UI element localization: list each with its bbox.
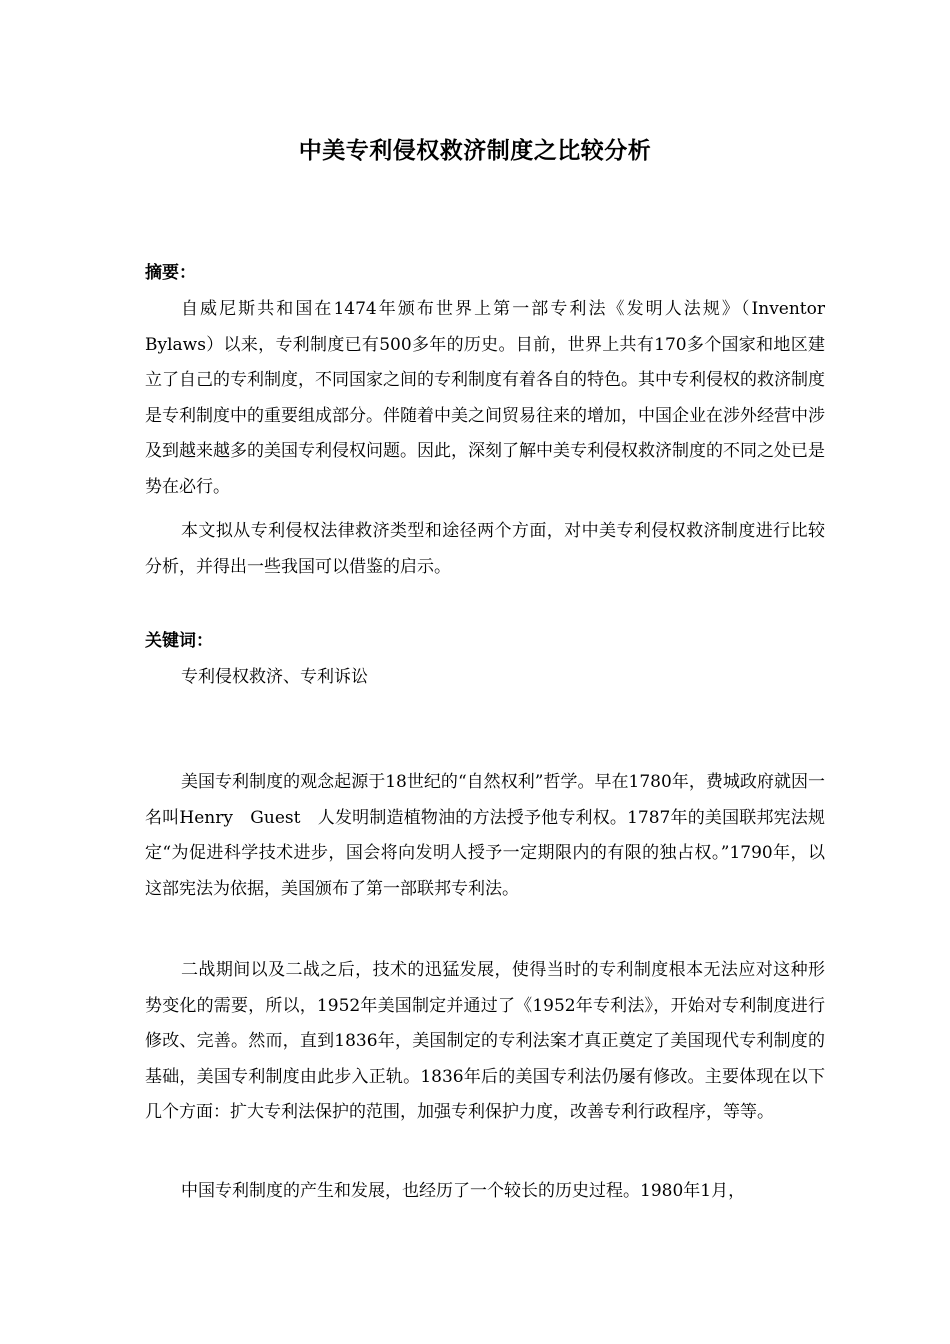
body-paragraph-1: 美国专利制度的观念起源于18世纪的“自然权利”哲学。早在1780年，费城政府就因一名叫Henry Guest 人发明制造植物油的方法授予他专利权。1787年的美国联邦宪法规定“为促进科学技术进步，国会将向发明人授予一定期限内的有限的独占权。”1790年，以这部宪法为依据，美国颁布了第一部联邦专利法。 xyxy=(145,772,825,899)
body-paragraph-2: 二战期间以及二战之后，技术的迅猛发展，使得当时的专利制度根本无法应对这种形势变化的需要，所以，1952年美国制定并通过了《1952年专利法》，开始对专利制度进行修改、完善。然而，直到1836年，美国制定的专利法案才真正奠定了美国现代专利制度的基础，美国专利制度由此步入正轨。1836年后的美国专利法仍屡有修改。主要体现在以下几个方面：扩大专利法保护的范围，加强专利保护力度，改善专利行政程序，等等。 xyxy=(145,960,825,1122)
document-title: 中美专利侵权救济制度之比较分析 xyxy=(298,138,652,164)
abstract-heading: 摘要： xyxy=(145,263,196,283)
keywords-heading: 关键词： xyxy=(145,631,213,651)
keywords-text: 专利侵权救济、专利诉讼 xyxy=(181,667,368,687)
abstract-paragraph-2: 本文拟从专利侵权法律救济类型和途径两个方面，对中美专利侵权救济制度进行比较分析，并得出一些我国可以借鉴的启示。 xyxy=(145,521,825,577)
body-paragraph-3: 中国专利制度的产生和发展，也经历了一个较长的历史过程。1980年1月， xyxy=(181,1181,746,1201)
abstract-paragraph-1: 自威尼斯共和国在1474年颁布世界上第一部专利法《发明人法规》（Inventor Bylaws）以来，专利制度已有500多年的历史。目前，世界上共有170多个国家和地区建立了自己的专利制度，不同国家之间的专利制度有着各自的特色。其中专利侵权的救济制度是专利制度中的重要组成部分。伴随着中美之间贸易往来的增加，中国企业在涉外经营中涉及到越来越多的美国专利侵权问题。因此，深刻了解中美专利侵权救济制度的不同之处已是势在必行。 xyxy=(145,299,825,497)
